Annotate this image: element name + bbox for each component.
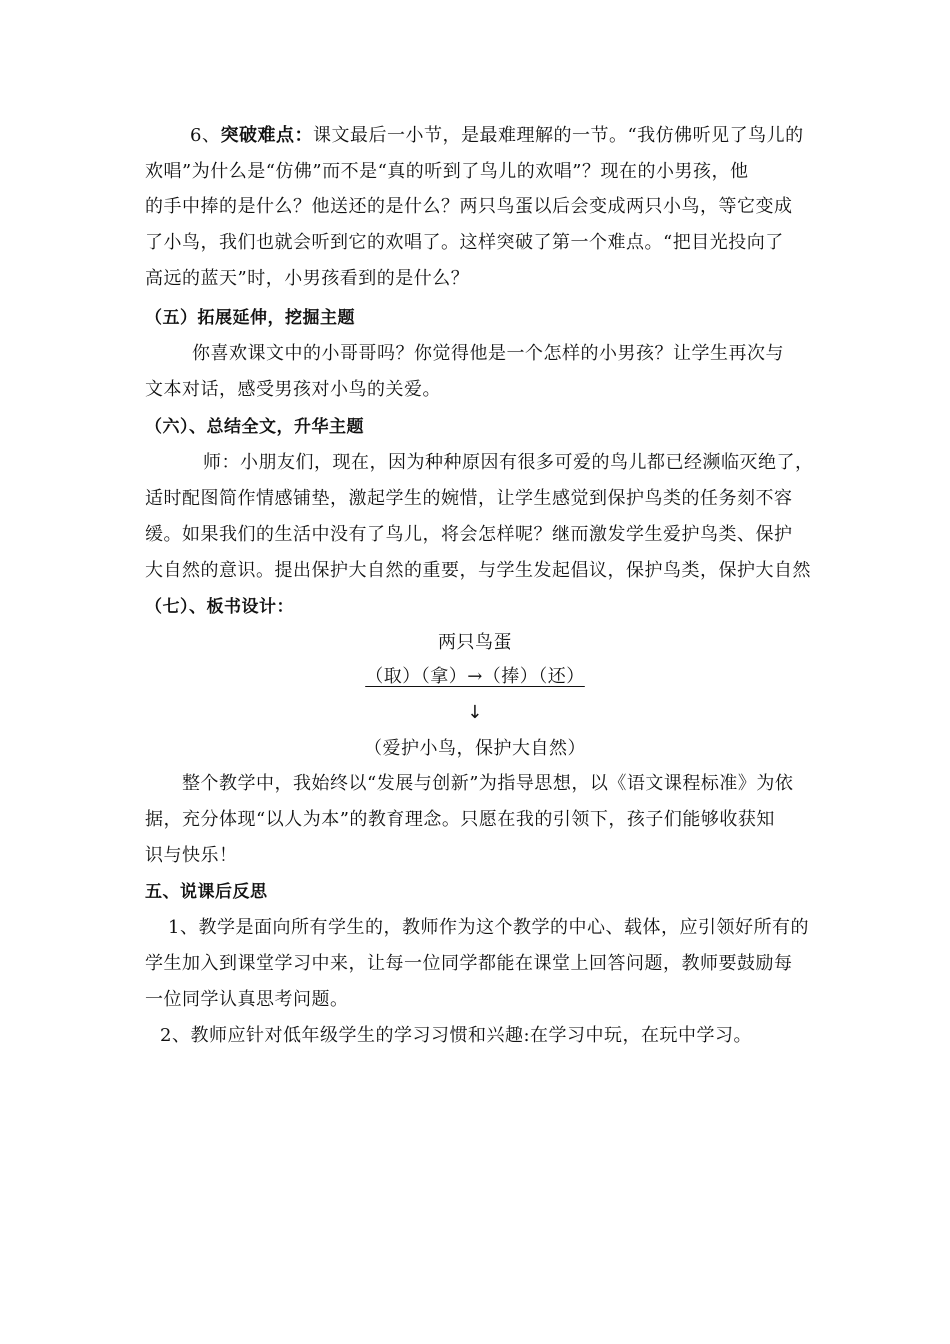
board-down-arrow: ↓	[467, 702, 483, 723]
reflection-item-1-line-1: 1、教学是面向所有学生的，教师作为这个教学的中心、载体，应引领好所有的	[168, 917, 809, 938]
board-flow-text: （取）（拿）→（捧）（还）	[365, 666, 585, 687]
p6-line-5: 高远的蓝天”时，小男孩看到的是什么？	[145, 268, 470, 289]
board-bottom: （爱护小鸟，保护大自然）	[364, 738, 586, 759]
section-5-heading: （五）拓展延伸，挖掘主题	[145, 308, 355, 328]
reflection-item-1-line-3: 一位同学认真思考问题。	[145, 989, 349, 1010]
p6-line-1	[190, 121, 815, 151]
s6-line-3: 缓。如果我们的生活中没有了鸟儿，将会怎样呢？继而激发学生爱护鸟类、保护	[145, 524, 793, 545]
reflection-heading: 五、说课后反思	[145, 882, 268, 902]
closing-line-1: 整个教学中，我始终以“发展与创新”为指导思想，以《语文课程标准》为依	[182, 773, 794, 794]
p6-line-4: 了小鸟，我们也就会听到它的欢唱了。这样突破了第一个难点。“把目光投向了	[145, 232, 784, 253]
s5-line-1: 你喜欢课文中的小哥哥吗？你觉得他是一个怎样的小男孩？让学生再次与	[192, 343, 784, 364]
section-7-heading: （七）、板书设计：	[145, 597, 294, 617]
closing-line-2: 据，充分体现“以人为本”的教育理念。只愿在我的引领下，孩子们能够收获知	[145, 809, 775, 830]
section-6-heading: （六）、总结全文，升华主题	[145, 417, 364, 437]
reflection-item-1-line-2: 学生加入到课堂学习中来，让每一位同学都能在课堂上回答问题，教师要鼓励每	[145, 953, 793, 974]
p6-line-2: 欢唱”为什么是“仿佛”而不是“真的听到了鸟儿的欢唱”？现在的小男孩，他	[145, 161, 749, 182]
reflection-item-2: 2、教师应针对低年级学生的学习习惯和兴趣:在学习中玩，在玩中学习。	[160, 1025, 753, 1046]
p6-number: 6、	[190, 125, 221, 146]
s6-line-4: 大自然的意识。提出保护大自然的重要，与学生发起倡议，保护鸟类，保护大自然	[145, 560, 811, 581]
board-flow	[145, 662, 805, 692]
s6-line-2: 适时配图简作情感铺垫，激起学生的婉惜，让学生感觉到保护鸟类的任务刻不容	[145, 488, 793, 509]
p6-text-1: 课文最后一小节，是最难理解的一节。“我仿佛听见了鸟儿的	[312, 125, 804, 146]
s6-line-1: 师：小朋友们，现在，因为种种原因有很多可爱的鸟儿都已经濒临灭绝了，	[203, 452, 814, 473]
board-title: 两只鸟蛋	[438, 632, 512, 653]
p6-bold-label: 突破难点：	[220, 125, 313, 146]
closing-line-3: 识与快乐！	[145, 845, 238, 866]
p6-line-3: 的手中捧的是什么？他送还的是什么？两只鸟蛋以后会变成两只小鸟，等它变成	[145, 196, 793, 217]
s5-line-2: 文本对话，感受男孩对小鸟的关爱。	[145, 379, 441, 400]
